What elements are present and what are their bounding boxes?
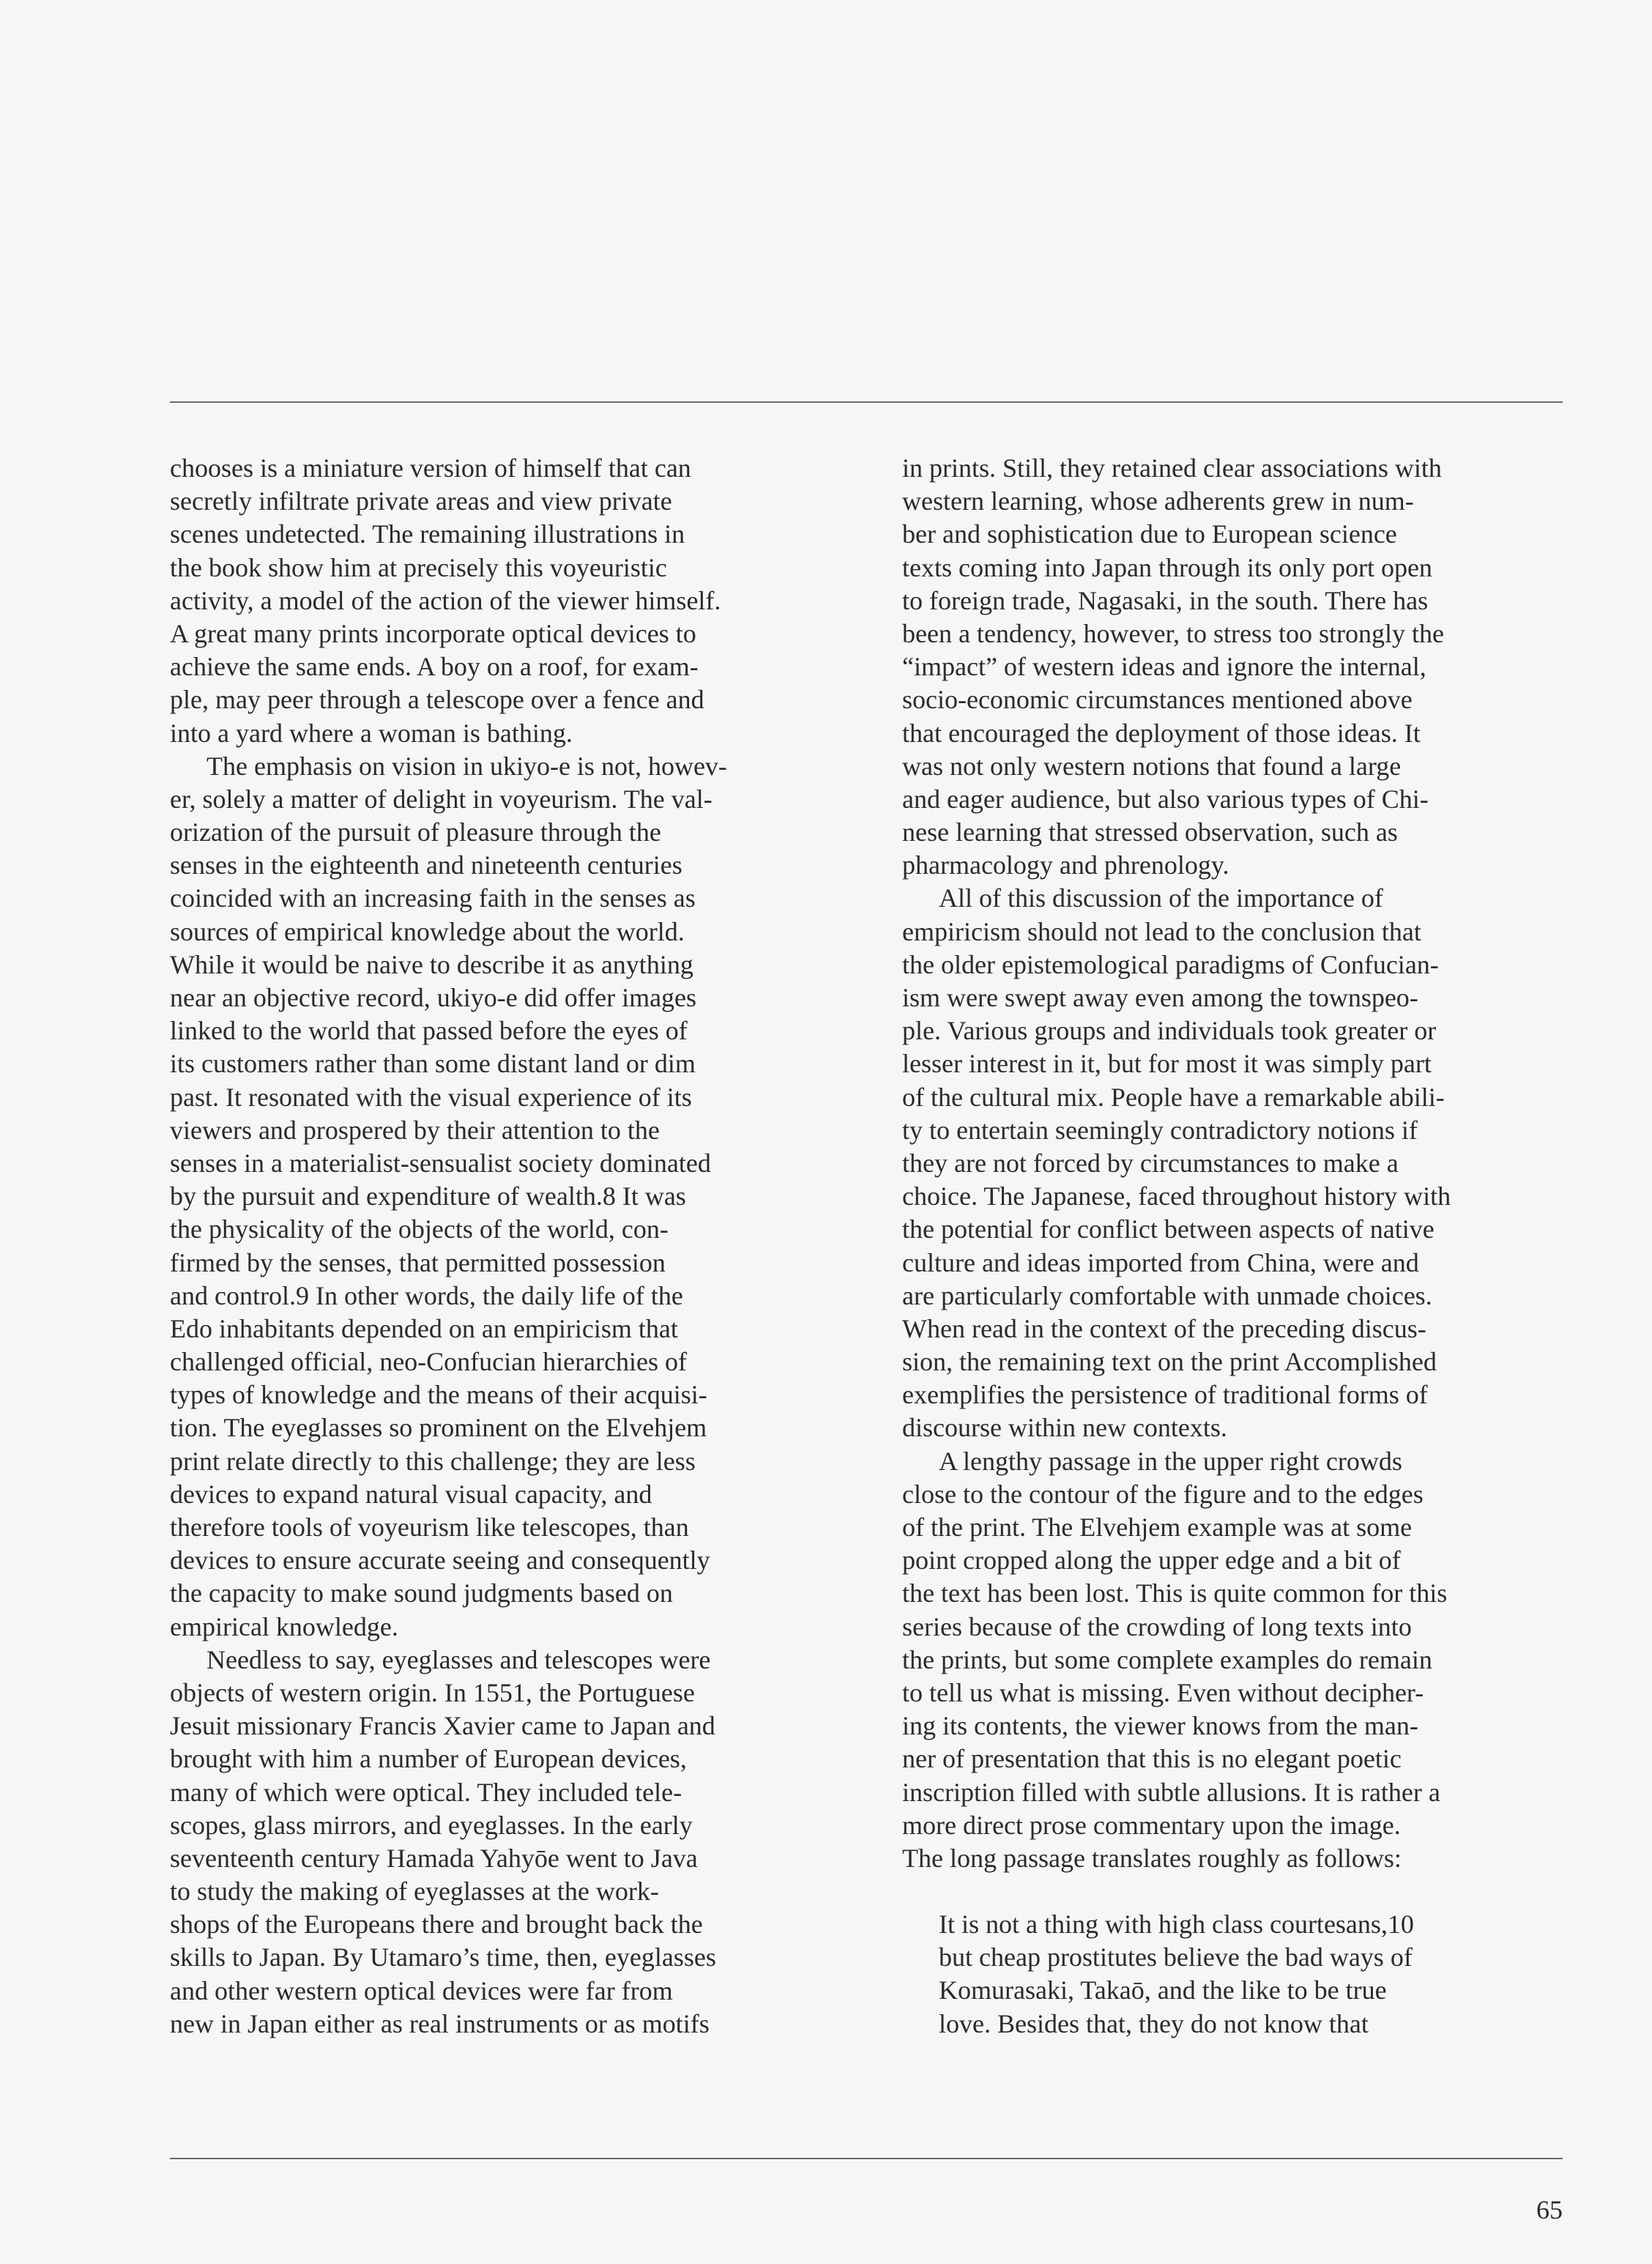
text-line: objects of western origin. In 1551, the Portuguese — [170, 1677, 695, 1707]
text-line: orization of the pursuit of pleasure through the — [170, 817, 661, 847]
left-column — [170, 452, 836, 2041]
text-line: linked to the world that passed before the eyes of — [170, 1016, 688, 1046]
text-line: print relate directly to this challenge; they are less — [170, 1446, 696, 1476]
page-number: 65 — [1536, 2195, 1563, 2224]
text-line: they are not forced by circumstances to make a — [902, 1148, 1399, 1178]
text-line: therefore tools of voyeurism like telescopes, than — [170, 1513, 689, 1542]
text-line: into a yard where a woman is bathing. — [170, 718, 573, 748]
text-line: A lengthy passage in the upper right crowds — [939, 1446, 1402, 1476]
text-line: senses in the eighteenth and nineteenth centuries — [170, 850, 682, 880]
text-line: er, solely a matter of delight in voyeurism. The val- — [170, 784, 712, 814]
text-line: culture and ideas imported from China, were and — [902, 1247, 1419, 1277]
text-line: the potential for conflict between aspects of native — [902, 1214, 1435, 1244]
text-line: secretly infiltrate private areas and view private — [170, 486, 672, 516]
text-line: ple, may peer through a telescope over a fence and — [170, 685, 704, 715]
text-line: new in Japan either as real instruments or as motifs — [170, 2008, 710, 2038]
text-line: was not only western notions that found a large — [902, 751, 1402, 781]
text-line: ty to entertain seemingly contradictory notions if — [902, 1115, 1418, 1145]
text-line: lesser interest in it, but for most it was simply part — [902, 1049, 1432, 1079]
text-line: past. It resonated with the visual experience of its — [170, 1082, 692, 1112]
text-line: shops of the Europeans there and brought back the — [170, 1909, 703, 1940]
text-line: The emphasis on vision in ukiyo-e is not, howev- — [206, 751, 727, 781]
text-line: are particularly comfortable with unmade choices. — [902, 1280, 1432, 1310]
text-line: the book show him at precisely this voyeuristic — [170, 552, 667, 582]
text-line: the physicality of the objects of the world, con- — [170, 1214, 669, 1244]
text-line: sources of empirical knowledge about the world. — [170, 916, 685, 946]
text-line: chooses is a miniature version of himself that can — [170, 453, 691, 483]
text-line: pharmacology and phrenology. — [902, 850, 1229, 880]
text-line: ing its contents, the viewer knows from the man- — [902, 1711, 1418, 1741]
text-line: close to the contour of the figure and to the edges — [902, 1479, 1424, 1509]
text-line: that encouraged the deployment of those ideas. It — [902, 718, 1421, 748]
text-line: socio-economic circumstances mentioned above — [902, 685, 1413, 715]
text-line: to tell us what is missing. Even without decipher- — [902, 1677, 1424, 1707]
text-line: point cropped along the upper edge and a bit of — [902, 1545, 1401, 1575]
text-line: achieve the same ends. A boy on a roof, for exam- — [170, 652, 699, 682]
text-line: When read in the context of the preceding discus- — [902, 1313, 1426, 1343]
text-line: ism were swept away even among the townspeo- — [902, 983, 1418, 1012]
text-line: Jesuit missionary Francis Xavier came to Japan and — [170, 1711, 715, 1741]
text-line: by the pursuit and expenditure of wealth.8 It was — [170, 1181, 686, 1211]
text-line: While it would be naive to describe it as anything — [170, 949, 693, 979]
text-line: Edo inhabitants depended on an empiricism that — [170, 1313, 678, 1343]
text-line: the text has been lost. This is quite common for this — [902, 1578, 1448, 1608]
text-line: seventeenth century Hamada Yahyōe went to Java — [170, 1843, 698, 1873]
text-line: A great many prints incorporate optical devices to — [170, 618, 696, 648]
block-quote-line: but cheap prostitutes believe the bad ways of — [939, 1942, 1413, 1972]
text-line: the capacity to make sound judgments based on — [170, 1578, 673, 1608]
text-line: near an objective record, ukiyo-e did offer images — [170, 983, 697, 1012]
text-line: texts coming into Japan through its only port open — [902, 552, 1432, 582]
text-line: sion, the remaining text on the print Accomplished — [902, 1347, 1437, 1377]
text-line: choice. The Japanese, faced throughout history with — [902, 1181, 1451, 1211]
text-line: The long passage translates roughly as follows: — [902, 1843, 1402, 1873]
text-line: and control.9 In other words, the daily life of the — [170, 1280, 683, 1310]
text-line: empiricism should not lead to the conclusion that — [902, 916, 1421, 946]
block-quote-line: It is not a thing with high class courtesans,10 — [939, 1909, 1414, 1940]
text-line: more direct prose commentary upon the image. — [902, 1810, 1401, 1840]
text-line: viewers and prospered by their attention to the — [170, 1115, 660, 1145]
text-line: Needless to say, eyeglasses and telescopes were — [206, 1644, 711, 1674]
text-line: types of knowledge and the means of their acquisi- — [170, 1380, 707, 1410]
text-line: to foreign trade, Nagasaki, in the south. There has — [902, 585, 1429, 615]
text-line: scopes, glass mirrors, and eyeglasses. In the early — [170, 1810, 693, 1840]
blank-line — [902, 1875, 1569, 1908]
text-line: many of which were optical. They included tele- — [170, 1777, 682, 1807]
block-quote-line: Komurasaki, Takaō, and the like to be true — [939, 1975, 1387, 2005]
text-line: devices to ensure accurate seeing and consequently — [170, 1545, 710, 1575]
text-line: ple. Various groups and individuals took greater or — [902, 1016, 1437, 1046]
bottom-rule — [170, 2158, 1563, 2159]
text-line: to study the making of eyeglasses at the work- — [170, 1877, 659, 1907]
text-line: exemplifies the persistence of traditional forms of — [902, 1380, 1428, 1410]
text-line: discourse within new contexts. — [902, 1413, 1227, 1443]
text-line: skills to Japan. By Utamaro’s time, then, eyeglasses — [170, 1942, 716, 1972]
text-line: ber and sophistication due to European science — [902, 519, 1397, 549]
text-line: empirical knowledge. — [170, 1611, 398, 1641]
text-line: inscription filled with subtle allusions. It is rather a — [902, 1777, 1440, 1807]
text-line: ner of presentation that this is no elegant poetic — [902, 1744, 1402, 1774]
text-line: coincided with an increasing faith in the senses as — [170, 883, 696, 913]
text-line: the older epistemological paradigms of Confucian- — [902, 949, 1439, 979]
text-line: nese learning that stressed observation, such as — [902, 817, 1398, 847]
block-quote-line: love. Besides that, they do not know that — [939, 2008, 1369, 2038]
text-line: “impact” of western ideas and ignore the internal, — [902, 652, 1426, 682]
text-line: the prints, but some complete examples do remain — [902, 1644, 1432, 1674]
right-column — [902, 452, 1569, 2041]
text-line: scenes undetected. The remaining illustrations in — [170, 519, 685, 549]
text-line: been a tendency, however, to stress too strongly the — [902, 618, 1445, 648]
text-line: series because of the crowding of long texts into — [902, 1611, 1412, 1641]
text-line: tion. The eyeglasses so prominent on the Elvehjem — [170, 1413, 707, 1443]
text-line: challenged official, neo-Confucian hierarchies of — [170, 1347, 688, 1377]
text-line: All of this discussion of the importance of — [939, 883, 1383, 913]
text-line: in prints. Still, they retained clear associations with — [902, 453, 1442, 483]
text-line: of the cultural mix. People have a remarkable abili- — [902, 1082, 1445, 1112]
text-line: devices to expand natural visual capacity, and — [170, 1479, 652, 1509]
text-line: senses in a materialist-sensualist society dominated — [170, 1148, 711, 1178]
text-line: its customers rather than some distant land or dim — [170, 1049, 696, 1079]
text-line: brought with him a number of European devices, — [170, 1744, 687, 1774]
text-line: western learning, whose adherents grew in num- — [902, 486, 1414, 516]
text-line: and other western optical devices were far from — [170, 1975, 673, 2005]
text-line: of the print. The Elvehjem example was at some — [902, 1513, 1413, 1542]
text-line: firmed by the senses, that permitted possession — [170, 1247, 666, 1277]
top-rule — [170, 401, 1563, 403]
text-line: activity, a model of the action of the viewer himself. — [170, 585, 721, 615]
text-line: and eager audience, but also various types of Chi- — [902, 784, 1429, 814]
